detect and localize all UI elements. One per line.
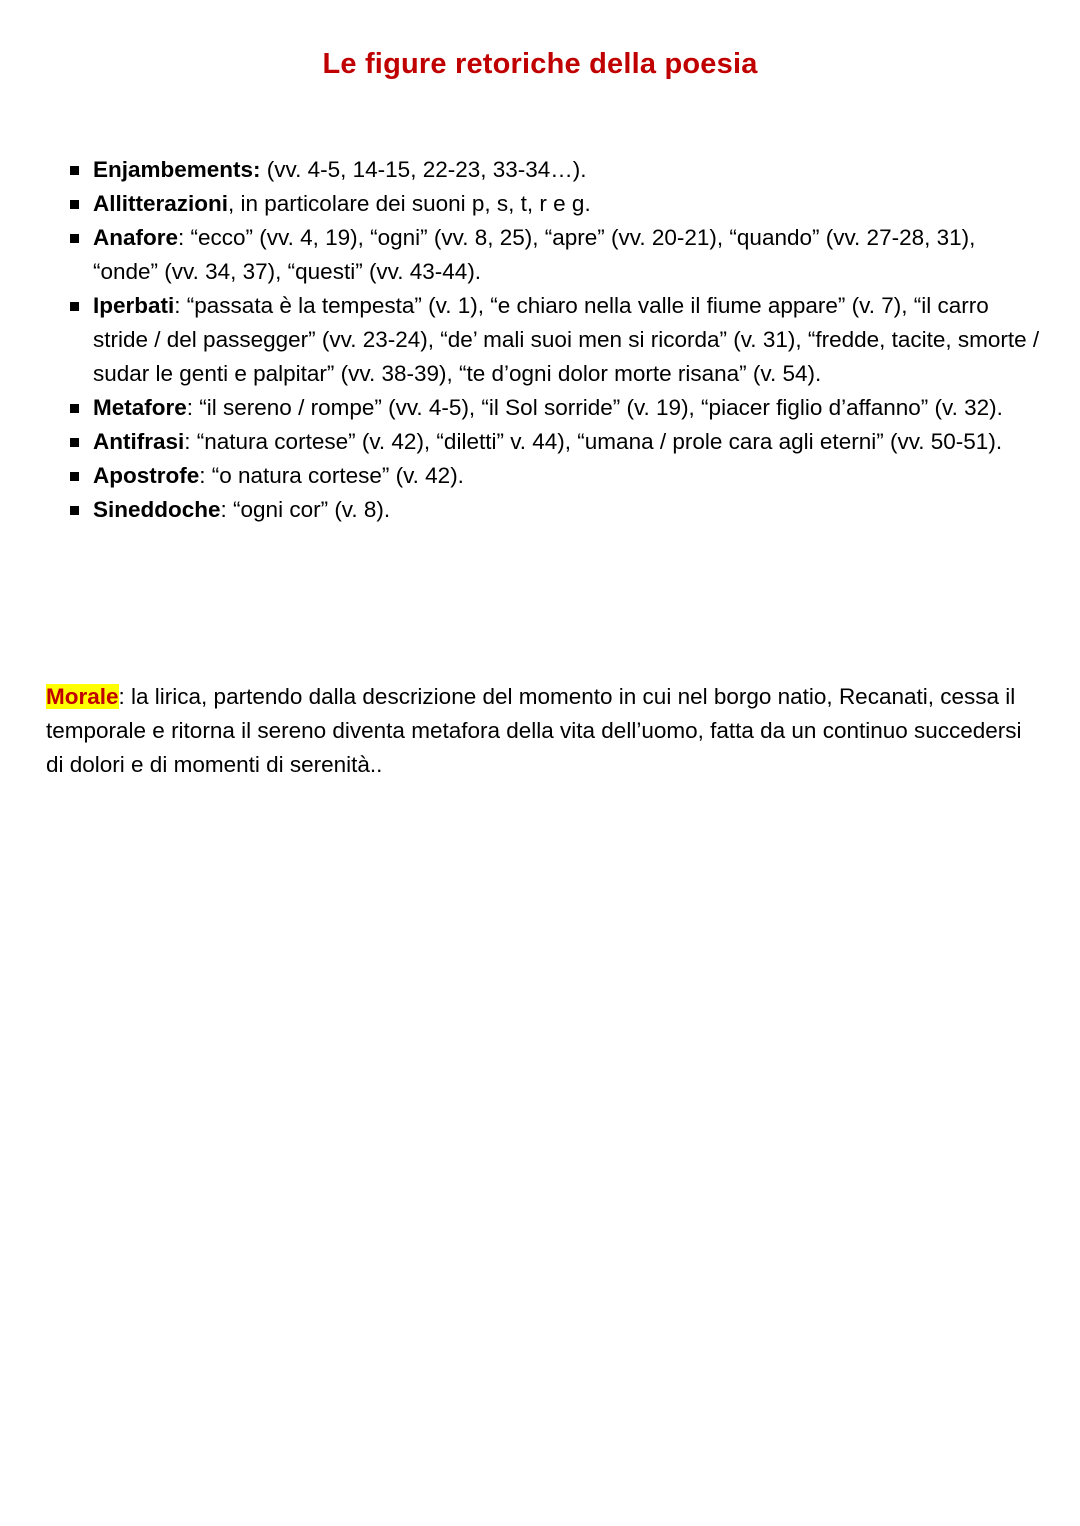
- page-title: Le figure retoriche della poesia: [322, 48, 758, 80]
- figure-description: , in particolare dei suoni p, s, t, r e g.: [228, 191, 591, 216]
- figure-description: : “passata è la tempesta” (v. 1), “e chiaro nella valle il fiume appare” (v. 7), “il carro stride / del passegger” (vv. 23-24), “de’ mali suoi men si ricorda” (v. 31), “fredde, tacite, smorte / sudar le genti e palpitar” (vv. 38-39), “te d’ogni dolor morte risana” (v. 54).: [93, 293, 1040, 386]
- figure-description: : “il sereno / rompe” (vv. 4-5), “il Sol sorride” (v. 19), “piacer figlio d’affanno” (v. 32).: [186, 395, 1003, 420]
- list-item-metafore: [66, 391, 1041, 425]
- square-bullet-icon: [70, 166, 79, 175]
- morale-text: : la lirica, partendo dalla descrizione del momento in cui nel borgo natio, Recanati, cessa il temporale e ritorna il sereno diventa metafora della vita dell’uomo, fatta da un continuo succedersi di dolori e di momenti di serenità..: [46, 684, 1022, 777]
- morale-label: Morale: [46, 684, 119, 709]
- figure-term: Allitterazioni: [93, 191, 229, 216]
- list-item-anafore: [66, 221, 1041, 289]
- square-bullet-icon: [70, 200, 79, 209]
- figure-term: Metafore: [93, 395, 187, 420]
- list-item-iperbati: [66, 289, 1041, 391]
- figure-term: Sineddoche: [93, 497, 221, 522]
- list-item-antifrasi: [66, 425, 1041, 459]
- square-bullet-icon: [70, 404, 79, 413]
- figure-description: : “ogni cor” (v. 8).: [220, 497, 391, 522]
- figure-term: Anafore: [93, 225, 179, 250]
- square-bullet-icon: [70, 234, 79, 243]
- figure-description: : “o natura cortese” (v. 42).: [199, 463, 464, 488]
- square-bullet-icon: [70, 438, 79, 447]
- list-item-sineddoche: [66, 493, 1041, 527]
- list-item-enjambements: [66, 153, 1041, 187]
- square-bullet-icon: [70, 506, 79, 515]
- square-bullet-icon: [70, 472, 79, 481]
- figure-description: : “natura cortese” (v. 42), “diletti” v. 44), “umana / prole cara agli eterni” (vv. 50-51).: [184, 429, 1003, 454]
- figure-term: Iperbati: [93, 293, 175, 318]
- list-item-apostrofe: [66, 459, 1041, 493]
- square-bullet-icon: [70, 302, 79, 311]
- figure-term: Enjambements:: [93, 157, 261, 182]
- figure-term: Antifrasi: [93, 429, 185, 454]
- rhetorical-figures-list: [66, 153, 1041, 527]
- figure-term: Apostrofe: [93, 463, 200, 488]
- morale-paragraph: [46, 680, 1026, 782]
- figure-description: (vv. 4-5, 14-15, 22-23, 33-34…).: [260, 157, 587, 182]
- list-item-allitterazioni: [66, 187, 1041, 221]
- figure-description: : “ecco” (vv. 4, 19), “ogni” (vv. 8, 25), “apre” (vv. 20-21), “quando” (vv. 27-28, 31), “onde” (vv. 34, 37), “questi” (vv. 43-44).: [93, 225, 976, 284]
